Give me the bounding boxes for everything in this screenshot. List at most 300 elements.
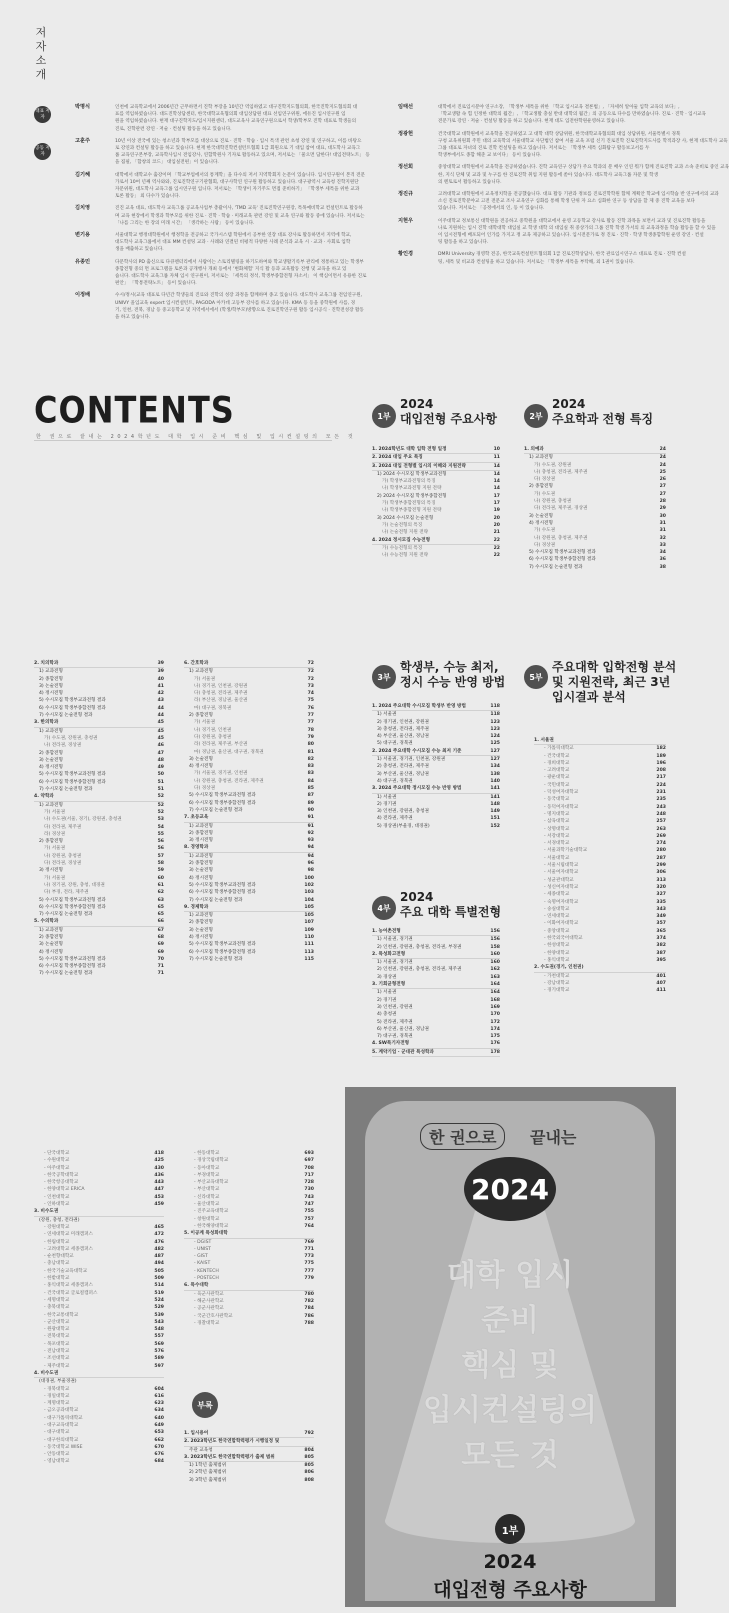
toc-entry[interactable] bbox=[34, 1194, 164, 1201]
toc-entry[interactable] bbox=[34, 1393, 164, 1400]
toc-entry[interactable] bbox=[184, 904, 314, 912]
toc-entry[interactable] bbox=[34, 963, 164, 970]
toc-entry[interactable] bbox=[184, 763, 314, 770]
toc-entry[interactable] bbox=[34, 1275, 164, 1282]
toc-entry[interactable] bbox=[372, 815, 500, 822]
toc-entry[interactable] bbox=[34, 1458, 164, 1465]
toc-entry[interactable] bbox=[534, 973, 666, 980]
toc-entry[interactable] bbox=[184, 1447, 314, 1454]
toc-entry[interactable] bbox=[34, 690, 164, 697]
toc-entry-page: 805 bbox=[304, 1454, 314, 1460]
toc-entry[interactable] bbox=[184, 1260, 314, 1267]
toc-entry[interactable] bbox=[372, 552, 500, 559]
toc-entry[interactable] bbox=[34, 1363, 164, 1370]
toc-entry[interactable] bbox=[372, 951, 500, 959]
toc-entry-title: 2) 경기권 bbox=[377, 801, 397, 807]
toc-entry[interactable] bbox=[184, 1320, 314, 1327]
toc-entry[interactable] bbox=[34, 1304, 164, 1311]
toc-entry[interactable] bbox=[184, 1268, 314, 1275]
toc-entry[interactable] bbox=[372, 726, 500, 733]
toc-entry[interactable] bbox=[524, 462, 666, 469]
toc-entry[interactable] bbox=[34, 676, 164, 683]
toc-entry-page: 81 bbox=[307, 749, 314, 755]
toc-entry[interactable] bbox=[34, 1246, 164, 1253]
toc-entry[interactable] bbox=[534, 928, 666, 935]
toc-entry[interactable] bbox=[34, 1282, 164, 1289]
toc-entry[interactable] bbox=[534, 935, 666, 942]
toc-entry[interactable] bbox=[34, 1268, 164, 1275]
toc-entry[interactable] bbox=[34, 889, 164, 896]
toc-entry[interactable] bbox=[524, 446, 666, 454]
toc-entry-page: 47 bbox=[157, 750, 164, 756]
toc-entry[interactable] bbox=[34, 838, 164, 845]
toc-entry[interactable] bbox=[34, 875, 164, 882]
toc-entry[interactable] bbox=[184, 1462, 314, 1469]
toc-entry[interactable] bbox=[34, 949, 164, 956]
toc-entry-title: - 육군사관학교 bbox=[194, 1291, 224, 1297]
toc-entry[interactable] bbox=[34, 1451, 164, 1458]
toc-entry[interactable] bbox=[184, 734, 314, 741]
toc-entry[interactable] bbox=[372, 515, 500, 522]
toc-entry-page: 280 bbox=[656, 848, 666, 854]
toc-entry[interactable] bbox=[34, 1407, 164, 1414]
toc-entry[interactable] bbox=[34, 882, 164, 889]
toc-entry[interactable] bbox=[34, 683, 164, 690]
toc-entry[interactable] bbox=[524, 454, 666, 461]
toc-entry[interactable] bbox=[184, 837, 314, 844]
toc-entry[interactable] bbox=[34, 1378, 164, 1385]
toc-entry-page: 747 bbox=[304, 1202, 314, 1208]
toc-entry[interactable] bbox=[184, 1430, 314, 1438]
toc-entry[interactable] bbox=[534, 980, 666, 987]
toc-entry[interactable] bbox=[534, 745, 666, 752]
toc-entry[interactable] bbox=[184, 882, 314, 889]
toc-entry[interactable] bbox=[184, 1223, 314, 1230]
toc-entry[interactable] bbox=[184, 727, 314, 734]
toc-entry-page: 248 bbox=[656, 811, 666, 817]
toc-entry[interactable] bbox=[34, 809, 164, 816]
toc-entry[interactable] bbox=[184, 912, 314, 919]
toc-entry[interactable] bbox=[184, 712, 314, 719]
toc-entry[interactable] bbox=[34, 1150, 164, 1157]
toc-entry[interactable] bbox=[372, 522, 500, 529]
toc-entry[interactable] bbox=[534, 767, 666, 774]
toc-entry[interactable] bbox=[184, 697, 314, 704]
toc-entry[interactable] bbox=[34, 728, 164, 735]
toc-entry[interactable] bbox=[184, 690, 314, 697]
toc-entry[interactable] bbox=[372, 928, 500, 936]
toc-entry[interactable] bbox=[184, 1194, 314, 1201]
author-bio-line: 원을 역임하였습니다. 현재 대구진학지도/입시지원센터, 대도교육사 교육연구원으로서 학생/학부모 진학 대표로 학생들의 bbox=[115, 119, 357, 125]
toc-entry-title: - 조선대학교 bbox=[44, 1356, 70, 1362]
toc-entry[interactable] bbox=[372, 507, 500, 514]
toc-entry[interactable] bbox=[184, 1239, 314, 1246]
toc-entry[interactable] bbox=[184, 1253, 314, 1260]
toc-entry[interactable] bbox=[184, 668, 314, 675]
toc-entry[interactable] bbox=[372, 959, 500, 966]
toc-entry[interactable] bbox=[534, 818, 666, 825]
toc-entry[interactable] bbox=[184, 956, 314, 963]
toc-entry[interactable] bbox=[372, 493, 500, 500]
toc-entry[interactable] bbox=[534, 906, 666, 913]
toc-entry[interactable] bbox=[34, 660, 164, 668]
toc-entry[interactable] bbox=[34, 1157, 164, 1164]
toc-entry[interactable] bbox=[372, 545, 500, 552]
toc-entry[interactable] bbox=[372, 801, 500, 808]
toc-entry[interactable] bbox=[372, 711, 500, 718]
toc-entry-page: 58 bbox=[157, 861, 164, 867]
lead-author-badge: 대표 저자 bbox=[34, 106, 51, 123]
toc-entry[interactable] bbox=[34, 845, 164, 852]
toc-entry[interactable] bbox=[372, 478, 500, 485]
toc-entry[interactable] bbox=[34, 1400, 164, 1407]
toc-entry[interactable] bbox=[372, 1033, 500, 1040]
toc-entry[interactable] bbox=[34, 860, 164, 867]
toc-entry[interactable] bbox=[34, 1333, 164, 1340]
toc-entry[interactable] bbox=[34, 1172, 164, 1179]
toc-entry[interactable] bbox=[34, 1444, 164, 1451]
toc-entry-title: 1) 서울권, 경기권 bbox=[377, 960, 413, 966]
toc-entry[interactable] bbox=[184, 719, 314, 726]
toc-entry[interactable] bbox=[184, 1150, 314, 1157]
toc-entry[interactable] bbox=[372, 944, 500, 951]
toc-entry[interactable] bbox=[34, 1217, 164, 1224]
toc-entry[interactable] bbox=[524, 542, 666, 549]
toc-entry[interactable] bbox=[34, 927, 164, 934]
toc-entry[interactable] bbox=[372, 974, 500, 981]
toc-entry-title: - 한국공학대학교 bbox=[44, 1172, 79, 1178]
toc-entry[interactable] bbox=[34, 1326, 164, 1333]
toc-entry[interactable] bbox=[372, 719, 500, 726]
toc-entry[interactable] bbox=[184, 756, 314, 763]
toc-entry[interactable] bbox=[184, 1275, 314, 1282]
toc-entry-page: 110 bbox=[304, 934, 314, 940]
toc-entry[interactable] bbox=[372, 537, 500, 545]
toc-entry[interactable] bbox=[524, 498, 666, 505]
toc-entry[interactable] bbox=[524, 469, 666, 476]
toc-entry[interactable] bbox=[34, 1370, 164, 1378]
toc-entry[interactable] bbox=[34, 786, 164, 793]
toc-entry-title: 2) 2024 수시모집 학생부종합전형 bbox=[377, 493, 447, 499]
toc-entry[interactable] bbox=[534, 913, 666, 920]
toc-entry[interactable] bbox=[534, 855, 666, 862]
toc-entry[interactable] bbox=[524, 505, 666, 512]
toc-entry[interactable] bbox=[372, 1019, 500, 1026]
toc-entry[interactable] bbox=[34, 750, 164, 757]
toc-entry[interactable] bbox=[524, 564, 666, 571]
toc-entry[interactable] bbox=[184, 660, 314, 668]
toc-entry[interactable] bbox=[184, 1477, 314, 1484]
toc-entry[interactable] bbox=[184, 1298, 314, 1305]
toc-entry[interactable] bbox=[184, 1469, 314, 1476]
toc-entry[interactable] bbox=[534, 920, 666, 927]
toc-entry[interactable] bbox=[372, 763, 500, 770]
toc-entry[interactable] bbox=[534, 826, 666, 833]
cover-part-year: 2024 bbox=[483, 1551, 537, 1573]
toc-entry[interactable] bbox=[184, 949, 314, 956]
toc-entry[interactable] bbox=[34, 1186, 164, 1193]
toc-entry[interactable] bbox=[184, 867, 314, 874]
toc-entry[interactable] bbox=[34, 1201, 164, 1208]
toc-entry[interactable] bbox=[372, 1011, 500, 1018]
toc-entry[interactable] bbox=[534, 840, 666, 847]
toc-entry[interactable] bbox=[34, 918, 164, 926]
toc-entry[interactable] bbox=[524, 491, 666, 498]
toc-entry[interactable] bbox=[184, 1208, 314, 1215]
toc-entry[interactable] bbox=[34, 1355, 164, 1362]
toc-entry[interactable] bbox=[534, 964, 666, 972]
toc-entry[interactable] bbox=[372, 936, 500, 943]
toc-entry[interactable] bbox=[372, 778, 500, 785]
toc-entry[interactable] bbox=[34, 1319, 164, 1326]
toc-entry[interactable] bbox=[184, 1165, 314, 1172]
toc-entry[interactable] bbox=[34, 956, 164, 963]
toc-entry[interactable] bbox=[184, 1201, 314, 1208]
toc-entry[interactable] bbox=[534, 789, 666, 796]
toc-entry[interactable] bbox=[184, 860, 314, 867]
toc-entry[interactable] bbox=[372, 748, 500, 756]
toc-entry[interactable] bbox=[372, 1004, 500, 1011]
toc-entry[interactable] bbox=[184, 1157, 314, 1164]
toc-entry[interactable] bbox=[184, 1186, 314, 1193]
toc-entry[interactable] bbox=[34, 911, 164, 918]
toc-entry[interactable] bbox=[524, 476, 666, 483]
toc-entry[interactable] bbox=[372, 703, 500, 711]
toc-entry[interactable] bbox=[184, 1246, 314, 1253]
toc-entry[interactable] bbox=[34, 757, 164, 764]
toc-entry-page: 63 bbox=[157, 897, 164, 903]
toc-entry-title: 5) 수시모집 학생부교과전형 결과 bbox=[189, 882, 256, 888]
toc-entry[interactable] bbox=[184, 792, 314, 799]
toc-entry[interactable] bbox=[34, 904, 164, 911]
toc-entry[interactable] bbox=[534, 811, 666, 818]
toc-entry[interactable] bbox=[524, 520, 666, 527]
toc-entry[interactable] bbox=[34, 1312, 164, 1319]
toc-entry[interactable] bbox=[184, 814, 314, 822]
toc-entry[interactable] bbox=[184, 889, 314, 896]
toc-entry[interactable] bbox=[34, 1239, 164, 1246]
toc-entry[interactable] bbox=[534, 760, 666, 767]
toc-entry[interactable] bbox=[372, 740, 500, 747]
toc-entry[interactable] bbox=[534, 833, 666, 840]
toc-entry[interactable] bbox=[534, 753, 666, 760]
toc-entry[interactable] bbox=[34, 1297, 164, 1304]
toc-entry-page: 784 bbox=[304, 1306, 314, 1312]
toc-entry-title: 다) 충청권, 전라권, 제주권 bbox=[194, 691, 248, 697]
toc-entry[interactable] bbox=[184, 897, 314, 904]
toc-entry[interactable] bbox=[184, 830, 314, 837]
toc-entry[interactable] bbox=[524, 483, 666, 490]
toc-entry-title: - 한국교통대학교 bbox=[44, 1312, 79, 1318]
toc-entry-title: 3) 논술전형 bbox=[39, 942, 63, 948]
toc-entry-page: 93 bbox=[307, 838, 314, 844]
toc-entry[interactable] bbox=[34, 1429, 164, 1436]
toc-entry[interactable] bbox=[372, 463, 500, 471]
toc-entry[interactable] bbox=[34, 941, 164, 948]
toc-entry[interactable] bbox=[534, 796, 666, 803]
toc-entry-page: 156 bbox=[490, 929, 500, 934]
toc-entry[interactable] bbox=[34, 1415, 164, 1422]
toc-entry-page: 327 bbox=[656, 892, 666, 898]
toc-entry[interactable] bbox=[34, 771, 164, 778]
toc-entry-page: 14 bbox=[493, 479, 500, 485]
toc-entry[interactable] bbox=[184, 941, 314, 948]
toc-entry-page: 33 bbox=[659, 542, 666, 548]
toc-entry[interactable] bbox=[34, 970, 164, 977]
toc-entry-title: 2) 인천권, 강원권, 충청권, 전라권, 부경권 bbox=[377, 944, 462, 950]
toc-entry[interactable] bbox=[34, 1386, 164, 1393]
toc-entry[interactable] bbox=[34, 779, 164, 786]
toc-entry[interactable] bbox=[34, 1437, 164, 1444]
toc-entry[interactable] bbox=[184, 749, 314, 756]
toc-entry[interactable] bbox=[184, 741, 314, 748]
toc-entry[interactable] bbox=[534, 891, 666, 898]
toc-entry[interactable] bbox=[372, 966, 500, 973]
toc-entry[interactable] bbox=[184, 1216, 314, 1223]
toc-entry[interactable] bbox=[184, 705, 314, 712]
toc-entry[interactable] bbox=[534, 782, 666, 789]
toc-entry[interactable] bbox=[34, 1341, 164, 1348]
toc-entry-page: 91 bbox=[307, 815, 314, 821]
toc-entry[interactable] bbox=[372, 794, 500, 801]
toc-entry[interactable] bbox=[372, 529, 500, 536]
toc-entry[interactable] bbox=[372, 997, 500, 1004]
toc-entry[interactable] bbox=[372, 1040, 500, 1048]
author-bio-line: 진로, 진학관련 강연 · 저술 · 컨설팅 활동을 하고 있습니다. bbox=[115, 126, 232, 132]
toc-entry[interactable] bbox=[34, 1224, 164, 1231]
toc-entry[interactable] bbox=[372, 771, 500, 778]
toc-entry[interactable] bbox=[34, 897, 164, 904]
toc-entry[interactable] bbox=[34, 735, 164, 742]
toc-entry[interactable] bbox=[372, 500, 500, 507]
toc-entry[interactable] bbox=[534, 899, 666, 906]
toc-entry[interactable] bbox=[372, 981, 500, 989]
toc-entry[interactable] bbox=[34, 816, 164, 823]
toc-entry[interactable] bbox=[34, 793, 164, 801]
toc-entry-title: - 서울대학교 bbox=[544, 855, 570, 861]
toc-entry[interactable] bbox=[184, 1282, 314, 1290]
toc-entry-title: 4) 정시전형 bbox=[39, 949, 63, 955]
toc-entry[interactable] bbox=[34, 853, 164, 860]
toc-entry[interactable] bbox=[184, 785, 314, 792]
toc-entry[interactable] bbox=[524, 556, 666, 563]
toc-entry[interactable] bbox=[534, 957, 666, 964]
toc-entry[interactable] bbox=[534, 869, 666, 876]
toc-entry[interactable] bbox=[372, 989, 500, 996]
toc-entry[interactable] bbox=[372, 733, 500, 740]
toc-entry[interactable] bbox=[372, 823, 500, 830]
toc-entry-page: 115 bbox=[304, 956, 314, 962]
toc-entry[interactable] bbox=[34, 719, 164, 727]
toc-entry-title: - 공군사관학교 bbox=[194, 1306, 224, 1312]
toc-entry[interactable] bbox=[372, 1026, 500, 1033]
toc-entry[interactable] bbox=[534, 987, 666, 994]
toc-entry[interactable] bbox=[372, 785, 500, 793]
toc-entry[interactable] bbox=[184, 683, 314, 690]
toc-entry[interactable] bbox=[34, 824, 164, 831]
toc-entry[interactable] bbox=[184, 919, 314, 926]
toc-entry[interactable] bbox=[372, 485, 500, 492]
toc-entry[interactable] bbox=[34, 712, 164, 719]
toc-entry[interactable] bbox=[372, 471, 500, 478]
toc-entry[interactable] bbox=[534, 737, 666, 745]
toc-entry[interactable] bbox=[184, 1291, 314, 1298]
toc-entry[interactable] bbox=[34, 705, 164, 712]
toc-entry[interactable] bbox=[34, 668, 164, 675]
toc-entry[interactable] bbox=[372, 1049, 500, 1057]
toc-entry[interactable] bbox=[34, 1260, 164, 1267]
toc-entry[interactable] bbox=[524, 513, 666, 520]
toc-entry[interactable] bbox=[372, 808, 500, 815]
toc-entry[interactable] bbox=[534, 847, 666, 854]
toc-entry[interactable] bbox=[184, 807, 314, 814]
toc-entry[interactable] bbox=[184, 1305, 314, 1312]
toc-entry[interactable] bbox=[372, 454, 500, 462]
toc-entry[interactable] bbox=[524, 549, 666, 556]
toc-entry[interactable] bbox=[184, 1230, 314, 1238]
toc-entry[interactable] bbox=[34, 1290, 164, 1297]
toc-entry[interactable] bbox=[184, 1179, 314, 1186]
toc-entry[interactable] bbox=[184, 1172, 314, 1179]
toc-entry[interactable] bbox=[184, 770, 314, 777]
toc-entry[interactable] bbox=[34, 742, 164, 749]
toc-entry[interactable] bbox=[184, 1313, 314, 1320]
toc-entry[interactable] bbox=[184, 927, 314, 934]
toc-entry[interactable] bbox=[34, 934, 164, 941]
toc-entry[interactable] bbox=[34, 1208, 164, 1216]
toc-entry[interactable] bbox=[34, 831, 164, 838]
toc-entry[interactable] bbox=[534, 877, 666, 884]
toc-entry[interactable] bbox=[34, 697, 164, 704]
toc-entry[interactable] bbox=[534, 884, 666, 891]
toc-entry[interactable] bbox=[534, 774, 666, 781]
toc-entry[interactable] bbox=[184, 823, 314, 830]
toc-entry[interactable] bbox=[34, 1422, 164, 1429]
toc-entry[interactable] bbox=[534, 804, 666, 811]
toc-entry[interactable] bbox=[34, 1165, 164, 1172]
toc-entry-title: - 성균관대학교 bbox=[544, 877, 574, 883]
toc-entry[interactable] bbox=[184, 778, 314, 785]
toc-entry[interactable] bbox=[34, 764, 164, 771]
toc-entry[interactable] bbox=[184, 1438, 314, 1446]
toc-entry[interactable] bbox=[534, 942, 666, 949]
toc-entry-page: 29 bbox=[659, 506, 666, 512]
toc-entry[interactable] bbox=[34, 867, 164, 874]
toc-entry[interactable] bbox=[372, 756, 500, 763]
toc-entry[interactable] bbox=[372, 446, 500, 454]
toc-entry[interactable] bbox=[184, 676, 314, 683]
toc-entry-page: 769 bbox=[304, 1239, 314, 1245]
toc-entry[interactable] bbox=[184, 934, 314, 941]
toc-entry-title: 1. 2024학년도 대학 입학 전형 일정 bbox=[372, 447, 447, 452]
toc-entry[interactable] bbox=[34, 1253, 164, 1260]
toc-entry[interactable] bbox=[184, 844, 314, 852]
toc-entry[interactable] bbox=[34, 1348, 164, 1355]
toc-entry[interactable] bbox=[184, 853, 314, 860]
toc-entry[interactable] bbox=[524, 535, 666, 542]
toc-entry[interactable] bbox=[34, 1179, 164, 1186]
toc-entry-page: 98 bbox=[307, 868, 314, 874]
toc-entry[interactable] bbox=[534, 862, 666, 869]
toc-entry[interactable] bbox=[534, 950, 666, 957]
toc-entry[interactable] bbox=[184, 800, 314, 807]
toc-entry[interactable] bbox=[524, 527, 666, 534]
toc-entry[interactable] bbox=[34, 802, 164, 809]
toc-entry[interactable] bbox=[184, 875, 314, 882]
toc-entry[interactable] bbox=[34, 1231, 164, 1238]
title-char: 자 bbox=[35, 40, 49, 53]
toc-entry[interactable] bbox=[184, 1454, 314, 1462]
